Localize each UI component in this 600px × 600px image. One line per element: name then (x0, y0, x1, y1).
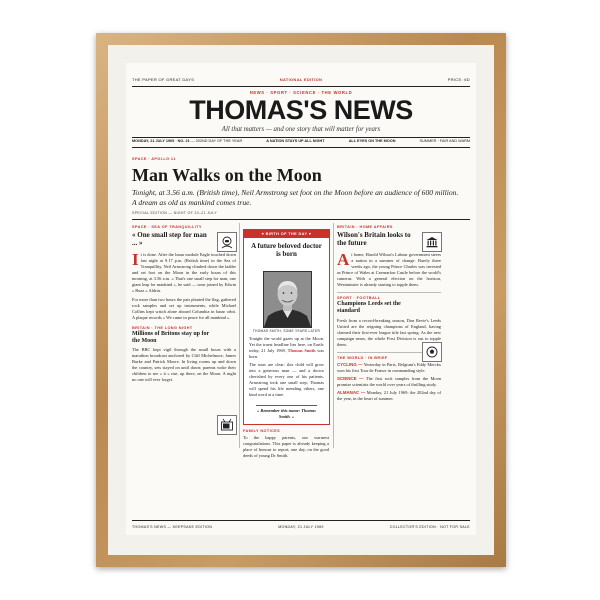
col1-paragraph-3: The BBC kept vigil through the small hours with a marathon broadcast anchored by Cliff Michelmore, James Burke and Patrick Moore. In living rooms up and down the country, sets stayed on until dawn; parents woke their children to see « it » rise, up there, on the Moon. A night no one will ever forget. (132, 347, 236, 382)
brief-cycling-label: CYCLING — (337, 362, 363, 367)
brief-cycling (337, 362, 441, 374)
newspaper-page (126, 63, 476, 535)
photo-caption: THOMAS SMITH, SOME YEARS LATER (252, 329, 321, 333)
birth-band: ♥ BIRTH OF THE DAY ♥ (244, 230, 329, 238)
footer-center: MONDAY, 21 JULY 1969 (278, 525, 324, 529)
brief-almanac-label: ALMANAC — (337, 390, 366, 395)
col3-paragraph-2: Fresh from a record-breaking season, Don Revie's Leeds United are the reigning champions of England, having claimed their first-ever league title last spring. As the new campaign nears, the whole First Division is out to topple them. (337, 318, 441, 347)
col1-paragraph-1: t is done. After the lunar module Eagle touched down last night at 9.17 p.m. (British time) in the Sea of Tranquillity, Neil Armstrong climbed down the ladder and set foot on the Moon in the early hours of this morning, at 3.56 a.m. « That's one small step for man, one giant leap for mankind », he said — soon joined by Edwin « Buzz » Aldrin. (132, 252, 236, 293)
footer-rule (132, 520, 470, 521)
col1-article (132, 252, 236, 294)
lead-headline: Man Walks on the Moon (132, 165, 322, 185)
birth-headline: A future beloved doctor is born (251, 242, 322, 258)
brief-almanac (337, 390, 441, 402)
family-text: To the happy parents, our warmest congratulations. This paper is already keeping a place of honour to report, one day, on the good deeds of young Dr Smith. (243, 435, 329, 458)
top-rule (132, 86, 470, 87)
col1-dropcap: I (132, 250, 139, 269)
dateline-rule-top (132, 137, 470, 138)
dateline-eyes: ALL EYES ON THE MOON (348, 139, 396, 143)
dateline-date: MONDAY, 21 JULY 1969 (132, 139, 175, 143)
parliament-icon (422, 232, 442, 252)
col3-headline: Wilson's Britain looks to the future (337, 231, 411, 247)
lead-deck: Tonight, at 3.56 a.m. (British time), Neil Armstrong set foot on the Moon before an audience of 600 million. A dream as old as mankind comes true. (132, 188, 459, 207)
edition-label: NATIONAL EDITION (279, 77, 323, 82)
col3-paragraph-1: t home, Harold Wilson's Labour government steers a nation in a summer of change. Barely three weeks ago, the young Prince Charles was invested as Prince of Wales at Caernarfon Castle before the world's cameras. With a general election on the horizon, Westminster is already starting to topple them. (337, 252, 441, 287)
top-bar (132, 77, 470, 85)
col1-headline-2: Millions of Britons stay up for the Moon (132, 331, 210, 344)
lead-rule (132, 219, 470, 220)
masthead: THOMAS'S NEWS (189, 95, 413, 125)
column-divider-1 (239, 223, 240, 448)
special-edition-note: SPECIAL EDITION — NIGHT OF 20–21 JULY (132, 211, 217, 215)
television-icon (217, 415, 237, 435)
col3-article (337, 252, 441, 288)
birth-text-b: was born. (249, 348, 324, 359)
col3-kicker-2: SPORT · FOOTBALL (337, 296, 381, 300)
col1-headline: « One small step for man ... » (132, 231, 207, 247)
astronaut-icon (217, 232, 237, 252)
dateline: MONDAY, 21 JULY 1969 · NO. 21 — 202ND DAY OF THE YEAR A NATION STAYS UP ALL NIGHT ALL EYES ON THE MOON SUMMER · FAIR AND WARM (132, 139, 470, 146)
col1-paragraph-2: For more than two hours the pair planted the flag, gathered rock samples and set up instruments, while Michael Collins kept watch alone aboard Columbia in lunar orbit. A plaque records « We came in peace for all mankind ». (132, 297, 236, 320)
paper-motto: THE PAPER OF GREAT DAYS (132, 77, 195, 82)
column-left (132, 225, 236, 383)
col3-headline-2: Champions Leeds set the standard (337, 301, 401, 314)
price-label: PRICE: 6D (447, 77, 470, 82)
section-list: NEWS · SPORT · SCIENCE · THE WORLD (249, 90, 353, 95)
col1-kicker: SPACE · SEA OF TRANQUILLITY (132, 225, 202, 229)
lead-kicker: SPACE · APOLLO 11 (132, 157, 176, 161)
picture-frame (96, 33, 506, 567)
birth-name: Thomas Smith (287, 348, 316, 353)
birth-quote-rule (256, 405, 317, 406)
football-icon (422, 342, 442, 362)
family-kicker: FAMILY NOTICES (243, 429, 281, 433)
col3-dropcap: A (337, 250, 350, 269)
birth-text-a: Tonight the world gazes up at the Moon. Yet the truest headline lies here, on Earth: today, 21 July 1969, (249, 336, 324, 353)
weather: SUMMER · FAIR AND WARM (419, 139, 470, 143)
family-notices (243, 429, 329, 459)
dateline-rule-bottom (132, 147, 470, 148)
col1-kicker-2: BRITAIN · THE LONG NIGHT (132, 326, 193, 330)
footer (132, 525, 470, 529)
portrait-photo (263, 271, 312, 328)
brief-science (337, 376, 441, 388)
brief-science-text: The first rock samples from the Moon promise scientists the world over years of thrilling study. (337, 376, 441, 387)
column-right (337, 225, 441, 402)
birth-paragraph-1 (249, 336, 324, 360)
footer-left: THOMAS'S NEWS — KEEPSAKE EDITION (132, 525, 213, 529)
col3-kicker-3: THE WORLD · IN BRIEF (337, 356, 388, 360)
brief-cycling-text: Yesterday in Paris, Belgium's Eddy Merckx won his first Tour de France in commanding style. (337, 362, 441, 373)
day-of-year: — 202ND DAY OF THE YEAR (190, 139, 243, 143)
dateline-nation: A NATION STAYS UP ALL NIGHT (266, 139, 325, 143)
col3-kicker: BRITAIN · HOME AFFAIRS (337, 225, 393, 229)
issue-number: NO. 21 (177, 139, 190, 143)
birth-paragraph-2: The stars are clear: this child will grow into a generous man — and a doctor cherished by every one of his patients. Armstrong took one small step; Thomas will spend his life mending others, one kind word at a time. (249, 362, 324, 397)
birth-of-the-day-box (243, 229, 330, 425)
birth-quote: « Remember this name: Thomas Smith. » (257, 408, 316, 419)
brief-almanac-text: Monday, 21 July 1969: the 202nd day of the year, in the heart of summer. (337, 390, 441, 401)
brief-science-label: SCIENCE — (337, 376, 364, 381)
col3-divider-1 (337, 292, 441, 293)
footer-right: COLLECTOR'S EDITION · NOT FOR SALE (389, 525, 470, 529)
column-divider-2 (333, 223, 334, 448)
frame-mat (108, 45, 494, 555)
tagline: All that matters — and one story that will matter for years (221, 126, 381, 133)
